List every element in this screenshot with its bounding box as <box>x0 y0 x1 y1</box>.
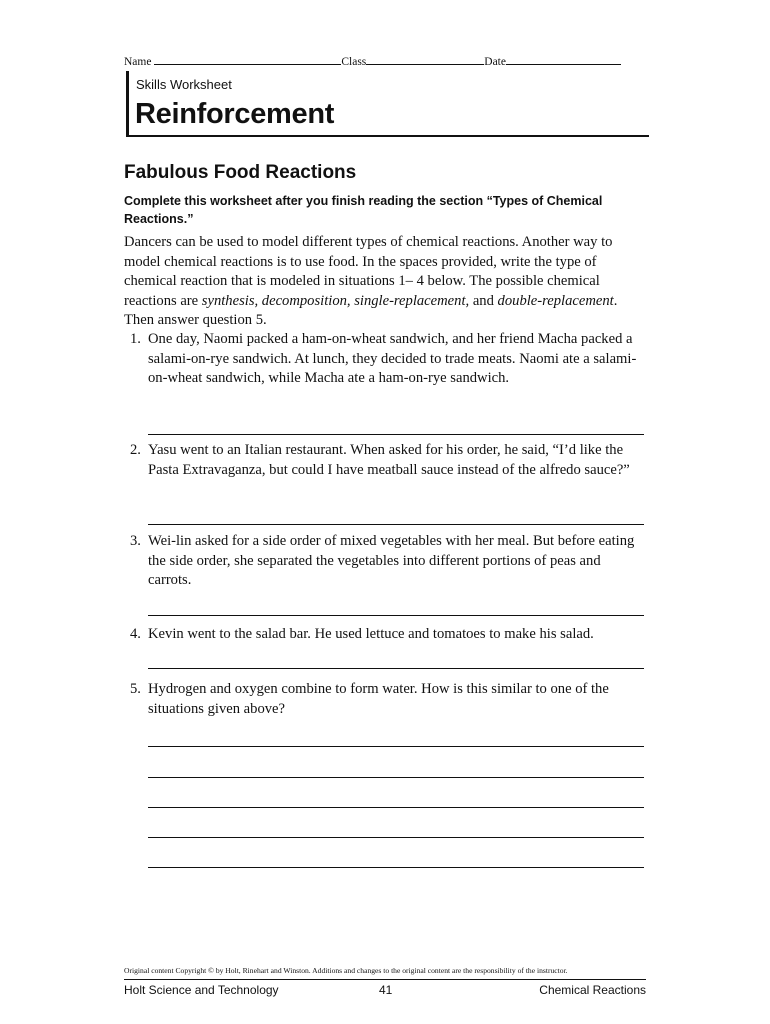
question-text: One day, Naomi packed a ham-on-wheat sandwich, and her friend Macha packed a salami-on-rye sandwich. At lunch, they decided to trade meats. Naomi ate a salami-on-wheat sandwich, while Macha ate a ham-on-rye sandwich. <box>148 331 637 386</box>
question-text: Wei-lin asked for a side order of mixed vegetables with her meal. But before eating the side order, she separated the vegetables into different portions of peas and carrots. <box>148 533 635 588</box>
intro-text: Dancers can be used to model different types of chemical reactions. Another way to model chemical reactions is to use food. In the spaces provided, write the type of chemical reaction that is modeled in situations 1– 4 below. The possible chemical reactions are <box>124 234 613 309</box>
question-3 <box>130 532 646 591</box>
footer-chapter: Chemical Reactions <box>539 983 646 997</box>
footer-publisher: Holt Science and Technology <box>124 983 279 997</box>
class-field[interactable] <box>366 54 484 65</box>
answer-line-3[interactable] <box>148 615 644 616</box>
question-2 <box>130 441 646 480</box>
intro-end: . Then answer question 5. <box>124 292 618 328</box>
date-label: Date <box>484 56 506 68</box>
footer-divider <box>124 979 646 980</box>
answer-line-5c[interactable] <box>148 807 644 808</box>
answer-line-5e[interactable] <box>148 867 644 868</box>
answer-line-2[interactable] <box>148 524 644 525</box>
intro-paragraph <box>124 233 648 331</box>
answer-line-5b[interactable] <box>148 777 644 778</box>
worksheet-title: Fabulous Food Reactions <box>124 162 357 183</box>
question-number: 1. <box>130 331 141 347</box>
answer-line-5d[interactable] <box>148 837 644 838</box>
intro-double-replacement: double-replacement <box>497 292 614 309</box>
answer-line-1[interactable] <box>148 434 644 435</box>
question-4 <box>130 625 646 645</box>
section-label: Skills Worksheet <box>136 77 232 92</box>
answer-line-4[interactable] <box>148 668 644 669</box>
question-text: Hydrogen and oxygen combine to form water. How is this similar to one of the situations given above? <box>148 681 609 717</box>
question-number: 4. <box>130 626 141 642</box>
name-class-date-header <box>124 54 646 68</box>
instructions: Complete this worksheet after you finish reading the section “Types of Chemical Reactions.” <box>124 194 603 226</box>
intro-reaction-types: synthesis, decomposition, single-replacement, <box>201 292 470 309</box>
intro-and: and <box>469 292 498 309</box>
date-field[interactable] <box>506 54 621 65</box>
question-number: 2. <box>130 442 141 458</box>
copyright-notice: Original content Copyright © by Holt, Rinehart and Winston. Additions and changes to the original content are the responsibility of the instructor. <box>124 966 568 975</box>
question-text: Yasu went to an Italian restaurant. When asked for his order, he said, “I’d like the Pasta Extravaganza, but could I have meatball sauce instead of the alfredo sauce?” <box>148 442 630 478</box>
name-field[interactable] <box>154 54 341 65</box>
question-text: Kevin went to the salad bar. He used lettuce and tomatoes to make his salad. <box>148 626 594 642</box>
question-number: 3. <box>130 533 141 549</box>
question-5 <box>130 680 646 719</box>
question-number: 5. <box>130 681 141 697</box>
section-title: Reinforcement <box>135 98 335 130</box>
name-label: Name <box>124 56 152 68</box>
class-label: Class <box>341 56 367 68</box>
question-1 <box>130 330 646 389</box>
footer-page-number: 41 <box>379 983 393 997</box>
answer-line-5a[interactable] <box>148 746 644 747</box>
